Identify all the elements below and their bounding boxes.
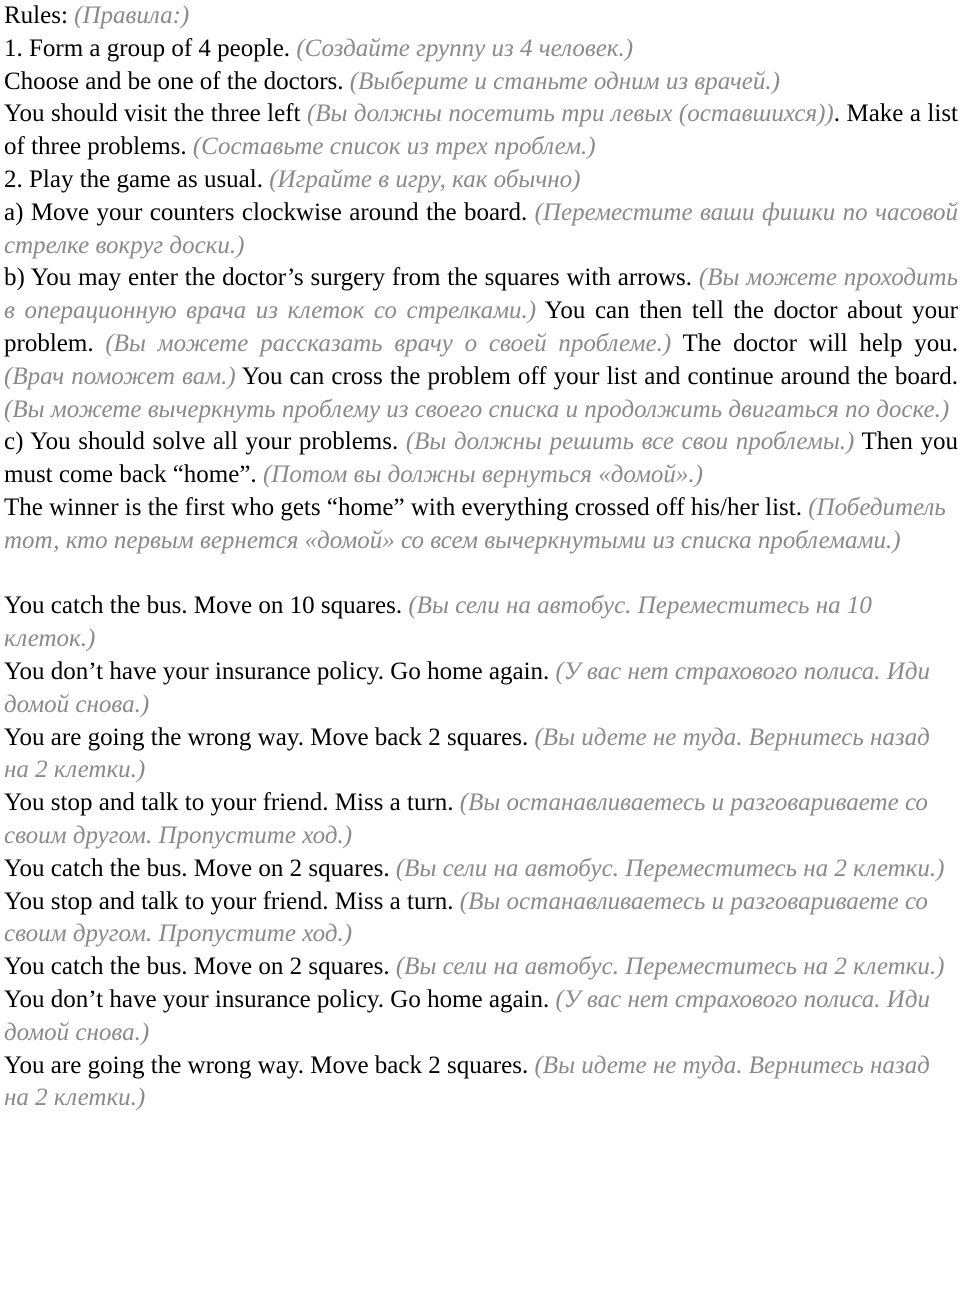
rule-2a (4, 197, 958, 263)
english-text: You are going the wrong way. Move back 2 squares. (4, 723, 535, 751)
english-text: You stop and talk to your friend. Miss a turn. (4, 789, 460, 817)
square-instruction (4, 951, 958, 984)
russian-translation: (Вы можете рассказать врачу о своей проблеме.) (105, 329, 672, 357)
english-text: You can then tell the doctor about your problem. (4, 297, 958, 357)
russian-translation: (Потом вы должны вернуться «домой».) (262, 461, 703, 489)
rule-2c (4, 426, 958, 492)
rule-1 (4, 33, 958, 66)
square-instruction (4, 1050, 958, 1116)
russian-translation: (Победитель тот, кто первым вернется «домой» со всем вычеркнутыми из списка проблемами.) (4, 493, 946, 554)
russian-translation: (Врач поможет вам.) (4, 362, 236, 390)
russian-translation: (Вы должны посетить три левых (оставшихся)) (306, 100, 834, 128)
english-text: You catch the bus. Move on 10 squares. (4, 592, 409, 620)
english-text: Rules: (4, 2, 75, 29)
russian-translation: (Выберите и станьте одним из врачей.) (349, 67, 780, 95)
english-text: You catch the bus. Move on 2 squares. (4, 953, 396, 981)
square-instruction (4, 886, 958, 952)
english-text: You stop and talk to your friend. Miss a turn. (4, 887, 460, 915)
russian-translation: (Правила:) (74, 2, 190, 29)
russian-translation: (Вы останавливаетесь и разговариваете со своим другом. Пропустите ход.) (4, 789, 928, 849)
russian-translation: (У вас нет страхового полиса. Иди домой снова.) (4, 985, 931, 1046)
rule-winner (4, 492, 958, 558)
rules-heading (4, 0, 958, 33)
square-instruction (4, 590, 958, 656)
square-instruction (4, 853, 958, 886)
rule-2b (4, 262, 958, 426)
english-text: You can cross the problem off your list and continue around the board. (235, 362, 958, 390)
english-text: You don’t have your insurance policy. Go home again. (4, 985, 556, 1013)
russian-translation: (Играйте в игру, как обычно) (269, 165, 581, 193)
english-text: The winner is the first who gets “home” with everything crossed off his/her list. (4, 493, 809, 521)
english-text: The doctor will help you. (671, 329, 958, 357)
english-text: Choose and be one of the doctors. (4, 67, 350, 95)
english-text: a) Move your counters clockwise around the board. (4, 198, 535, 226)
russian-translation: (У вас нет страхового полиса. Иди домой снова.) (4, 657, 931, 718)
russian-translation: (Вы останавливаетесь и разговариваете со своим другом. Пропустите ход.) (4, 887, 928, 948)
english-text: You are going the wrong way. Move back 2 squares. (4, 1051, 535, 1079)
russian-translation: (Вы идете не туда. Вернитесь назад на 2 клетки.) (4, 723, 930, 784)
russian-translation: (Вы можете вычеркнуть проблему из своего списка и продолжить двигаться по доске.) (4, 395, 950, 423)
russian-translation: (Вы идете не туда. Вернитесь назад на 2 клетки.) (4, 1051, 930, 1112)
english-text: You should visit the three left (4, 100, 307, 128)
english-text: c) You should solve all your problems. (4, 428, 406, 456)
rule-2 (4, 164, 958, 197)
russian-translation: (Вы сели на автобус. Переместитесь на 2 клетки.) (395, 854, 945, 882)
english-text: You don’t have your insurance policy. Go home again. (4, 657, 556, 685)
english-text: Then you must come back “home”. (4, 428, 958, 489)
section-spacer (4, 558, 958, 591)
english-text: 1. Form a group of 4 people. (4, 34, 297, 62)
rule-choose-doctor (4, 66, 958, 99)
russian-translation: (Вы сели на автобус. Переместитесь на 10 клеток.) (4, 592, 872, 653)
russian-translation: (Создайте группу из 4 человек.) (296, 34, 634, 62)
square-instructions-list (4, 590, 958, 1115)
english-text: 2. Play the game as usual. (4, 165, 270, 193)
square-instruction (4, 722, 958, 788)
russian-translation: (Вы должны решить все свои проблемы.) (405, 428, 855, 456)
square-instruction (4, 656, 958, 722)
square-instruction (4, 984, 958, 1050)
russian-translation: (Переместите ваши фишки по часовой стрелке вокруг доски.) (4, 198, 958, 259)
english-text: b) You may enter the doctor’s surgery from the squares with arrows. (4, 264, 699, 292)
english-text: . Make a list of three problems. (4, 100, 958, 161)
russian-translation: (Вы сели на автобус. Переместитесь на 2 клетки.) (395, 953, 945, 981)
square-instruction (4, 787, 958, 853)
rule-visit-doctors (4, 98, 958, 164)
russian-translation: (Вы можете проходить в операционную врача из клеток со стрелками.) (4, 264, 958, 325)
rules-section (4, 0, 958, 558)
russian-translation: (Составьте список из трех проблем.) (192, 133, 596, 161)
english-text: You catch the bus. Move on 2 squares. (4, 854, 396, 882)
